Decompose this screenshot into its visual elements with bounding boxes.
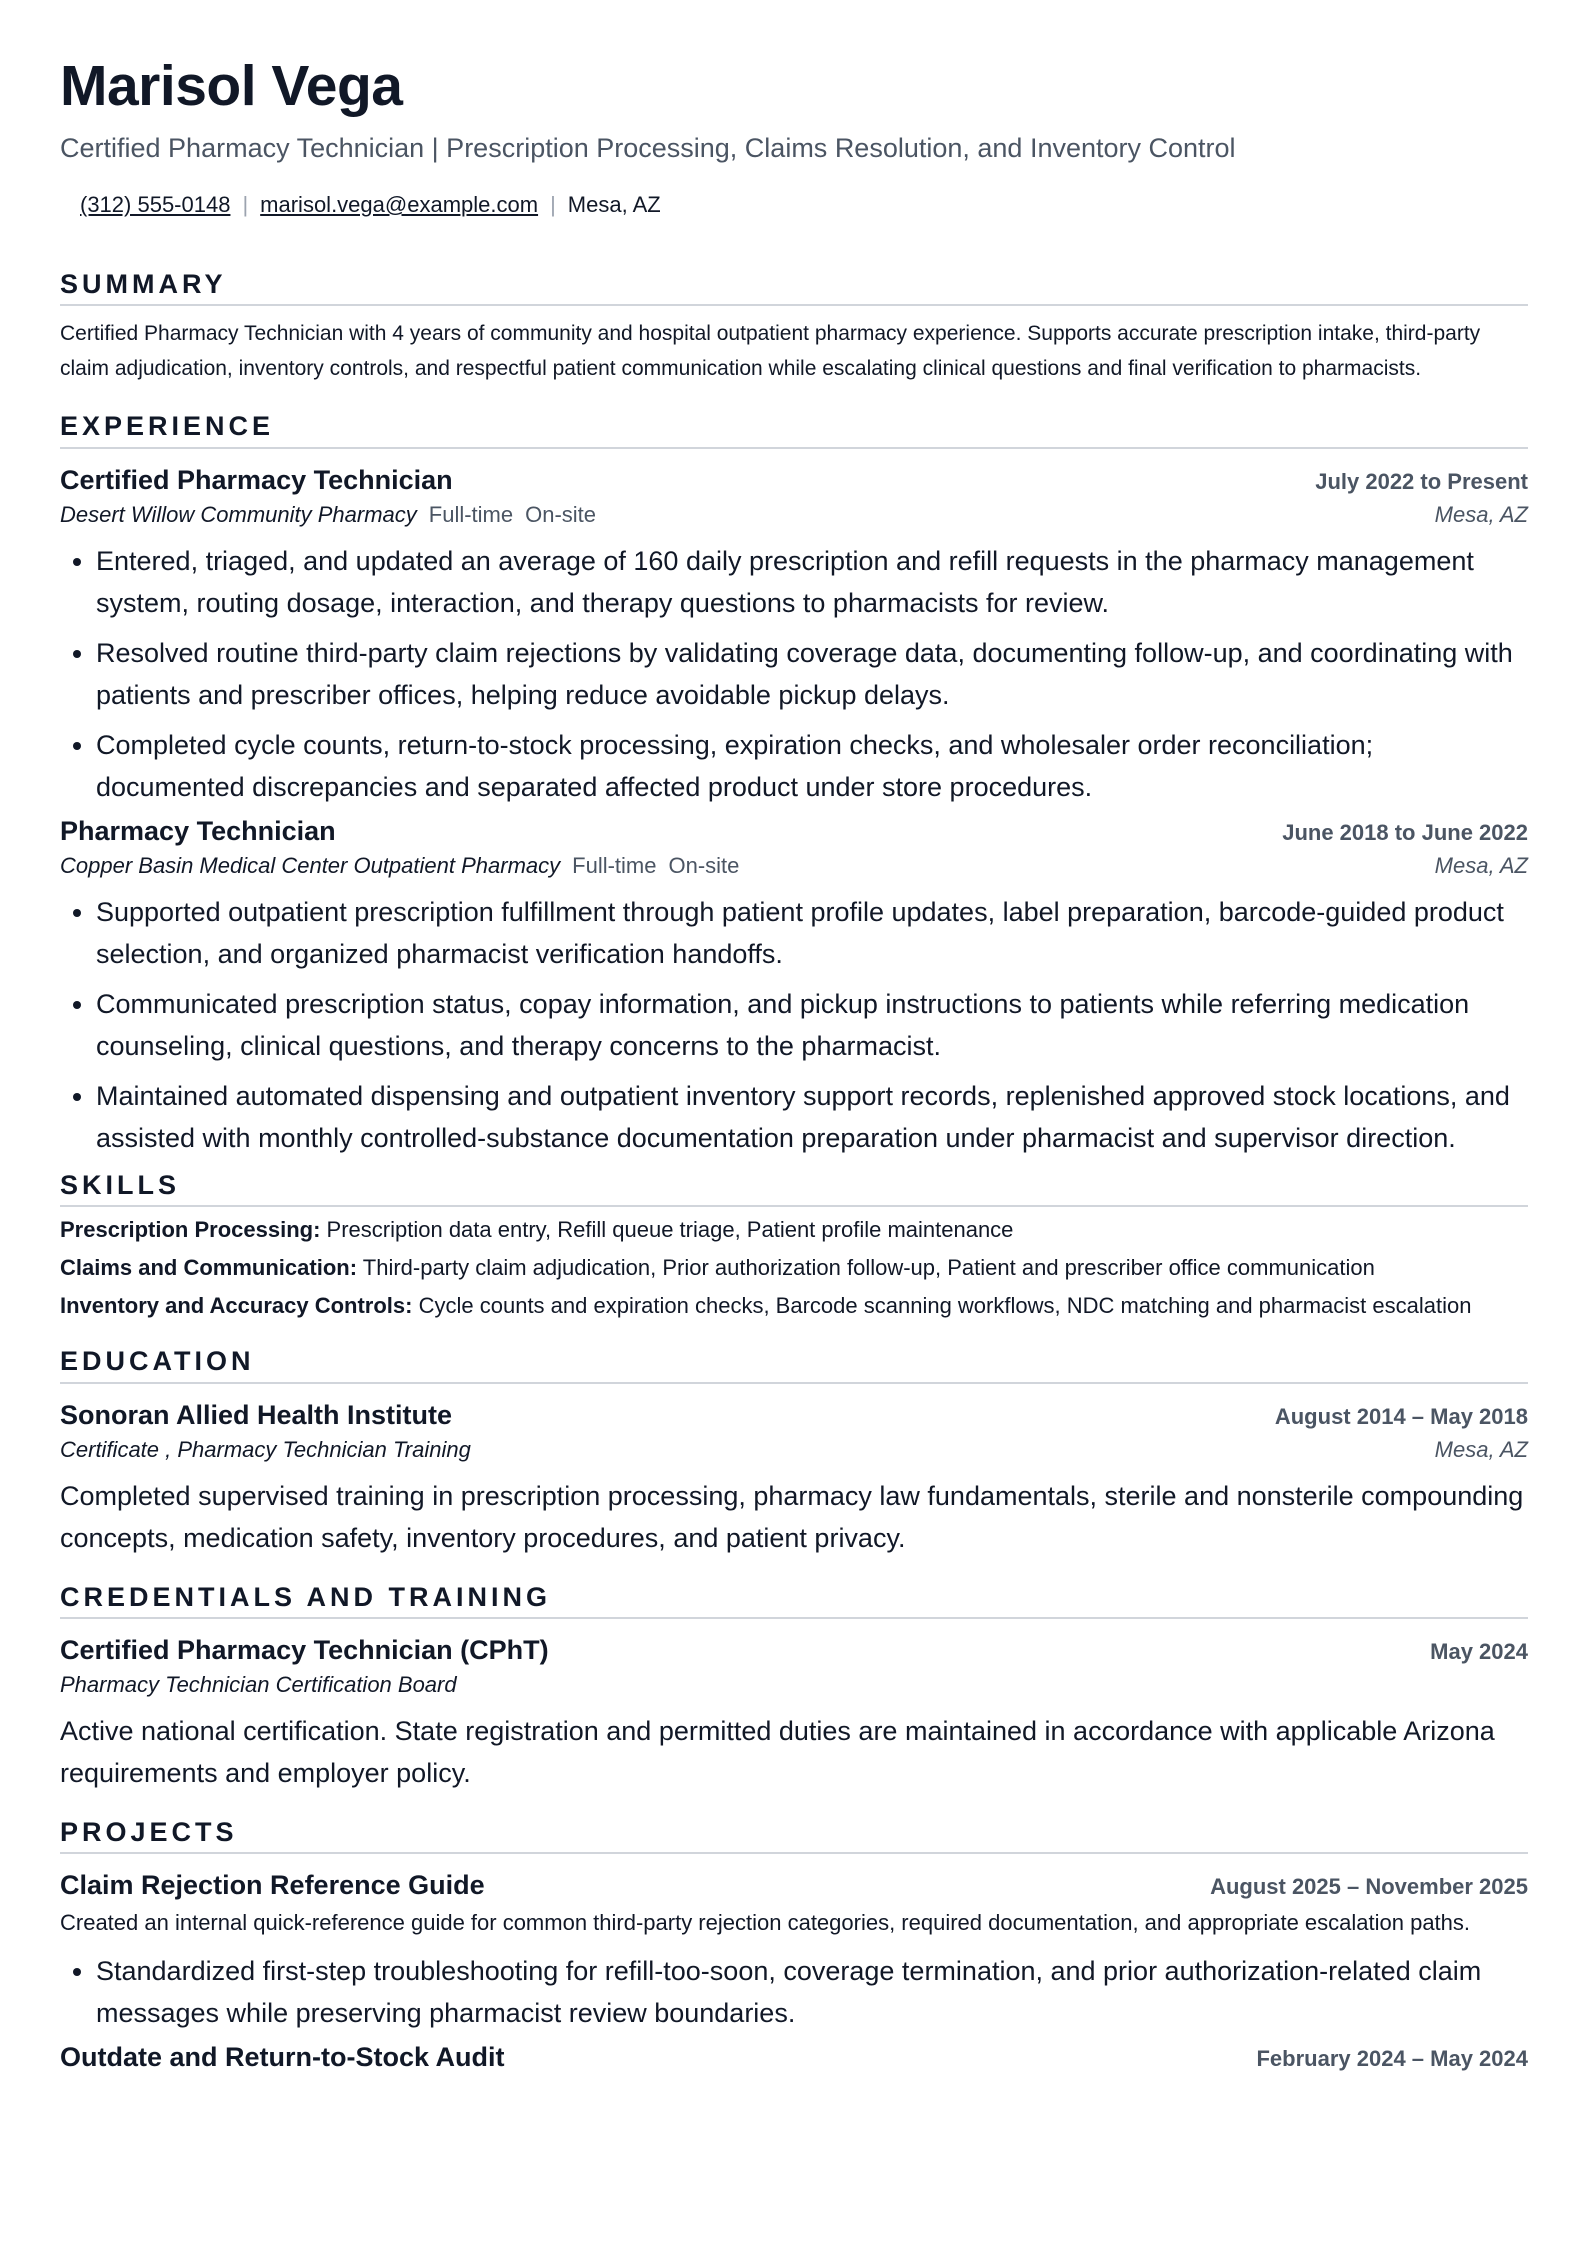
project-entry bbox=[60, 2042, 1528, 2073]
summary-text: Certified Pharmacy Technician with 4 years of community and hospital outpatient pharmacy experience. Supports accurate prescription intake, third-party claim adjudication, inventory controls, and respectful patient communication while escalating clinical questions and final verification to pharmacists. bbox=[60, 322, 1481, 381]
skill-group-items: Third-party claim adjudication, Prior authorization follow-up, Patient and prescriber office communication bbox=[362, 1255, 1375, 1281]
skills-section bbox=[60, 1169, 1528, 1321]
education-section bbox=[60, 1345, 1528, 1558]
contact-line bbox=[80, 192, 1528, 218]
skill-group bbox=[60, 1215, 1528, 1245]
job-date: July 2022 to Present bbox=[1315, 468, 1528, 494]
skill-group-items: Prescription data entry, Refill queue triage, Patient profile maintenance bbox=[326, 1217, 1014, 1243]
job-type: Full-time bbox=[428, 501, 514, 527]
contact-location: Mesa, AZ bbox=[567, 191, 661, 217]
education-entry bbox=[60, 1400, 1528, 1559]
candidate-name: Marisol Vega bbox=[60, 54, 403, 118]
education-date: August 2014 – May 2018 bbox=[1274, 1403, 1528, 1429]
email-link[interactable]: marisol.vega@example.com bbox=[260, 191, 539, 217]
contact-separator: | bbox=[242, 191, 249, 217]
summary-heading: SUMMARY bbox=[60, 268, 1528, 306]
job-bullet: • Maintained automated dispensing and outpatient inventory support records, replenished approved stock locations, and assisted with monthly controlled-substance documentation preparation under pharmacist and supervisor direction. bbox=[96, 1075, 1528, 1159]
education-description: Completed supervised training in prescription processing, pharmacy law fundamentals, sterile and nonsterile compounding concepts, medication safety, inventory procedures, and patient privacy. bbox=[60, 1480, 1524, 1553]
job-type: Full-time bbox=[572, 852, 657, 878]
project-date: February 2024 – May 2024 bbox=[1256, 2046, 1528, 2072]
job-location: Mesa, AZ bbox=[1434, 852, 1528, 878]
contact-separator: | bbox=[550, 191, 556, 217]
job-mode: On-site bbox=[525, 501, 597, 527]
project-name: Outdate and Return-to-Stock Audit bbox=[60, 2042, 505, 2073]
project-bullets bbox=[60, 1950, 1528, 2034]
experience-section bbox=[60, 410, 1528, 1158]
experience-heading: EXPERIENCE bbox=[60, 410, 1528, 448]
education-program: Certificate , Pharmacy Technician Training bbox=[60, 1436, 471, 1462]
projects-heading: PROJECTS bbox=[60, 1816, 1528, 1854]
credential-date: May 2024 bbox=[1430, 1638, 1528, 1664]
project-bullet: • Standardized first-step troubleshooting for refill-too-soon, coverage termination, and prior authorization-related claim messages while preserving pharmacist review boundaries. bbox=[96, 1950, 1528, 2034]
school-name: Sonoran Allied Health Institute bbox=[60, 1399, 453, 1430]
projects-section bbox=[60, 1816, 1528, 2073]
skills-heading: SKILLS bbox=[60, 1169, 1528, 1207]
project-name: Claim Rejection Reference Guide bbox=[60, 1870, 485, 1901]
credentials-section bbox=[60, 1581, 1528, 1794]
job-title: Pharmacy Technician bbox=[60, 815, 336, 846]
job-mode: On-site bbox=[668, 852, 740, 878]
skill-group bbox=[60, 1291, 1528, 1321]
job-employer: Desert Willow Community Pharmacy bbox=[60, 501, 417, 527]
job-date: June 2018 to June 2022 bbox=[1282, 819, 1528, 845]
skill-group-label: Prescription Processing: bbox=[60, 1217, 321, 1243]
job-entry bbox=[60, 465, 1528, 808]
education-heading: EDUCATION bbox=[60, 1345, 1528, 1383]
phone-link[interactable]: (312) 555-0148 bbox=[80, 191, 231, 217]
job-bullet: • Supported outpatient prescription fulfillment through patient profile updates, label preparation, barcode-guided product selection, and organized pharmacist verification handoffs. bbox=[96, 891, 1528, 975]
job-bullets bbox=[60, 891, 1528, 1159]
credentials-heading: CREDENTIALS AND TRAINING bbox=[60, 1581, 1528, 1619]
credential-name: Certified Pharmacy Technician (CPhT) bbox=[60, 1634, 549, 1665]
job-bullets bbox=[60, 540, 1528, 808]
credential-issuer: Pharmacy Technician Certification Board bbox=[60, 1671, 457, 1697]
credential-description: Active national certification. State registration and permitted duties are maintained in accordance with applicable Arizona requirements and employer policy. bbox=[60, 1715, 1495, 1788]
summary-section bbox=[60, 268, 1528, 386]
skill-group-label: Inventory and Accuracy Controls: bbox=[60, 1293, 413, 1319]
job-entry bbox=[60, 816, 1528, 1159]
project-description: Created an internal quick-reference guide for common third-party rejection categories, required documentation, and appropriate escalation paths. bbox=[60, 1910, 1471, 1936]
job-bullet: • Communicated prescription status, copay information, and pickup instructions to patients while referring medication counseling, clinical questions, and therapy concerns to the pharmacist. bbox=[96, 983, 1528, 1067]
job-bullet: • Entered, triaged, and updated an average of 160 daily prescription and refill requests in the pharmacy management system, routing dosage, interaction, and therapy questions to pharmacists for review. bbox=[96, 540, 1528, 624]
candidate-tagline: Certified Pharmacy Technician | Prescription Processing, Claims Resolution, and Inventory Control bbox=[60, 132, 1236, 163]
education-location: Mesa, AZ bbox=[1434, 1436, 1528, 1462]
job-title: Certified Pharmacy Technician bbox=[60, 464, 453, 495]
job-employer: Copper Basin Medical Center Outpatient Pharmacy bbox=[60, 852, 561, 878]
job-bullet: • Completed cycle counts, return-to-stock processing, expiration checks, and wholesaler order reconciliation; documented discrepancies and separated affected product under store procedures. bbox=[96, 724, 1528, 808]
skill-group-items: Cycle counts and expiration checks, Barcode scanning workflows, NDC matching and pharmacist escalation bbox=[418, 1293, 1472, 1319]
project-date: August 2025 – November 2025 bbox=[1210, 1874, 1528, 1900]
credential-entry bbox=[60, 1635, 1528, 1794]
job-bullet: • Resolved routine third-party claim rejections by validating coverage data, documenting follow-up, and coordinating with patients and prescriber offices, helping reduce avoidable pickup delays. bbox=[96, 632, 1528, 716]
skill-group bbox=[60, 1253, 1528, 1283]
project-entry bbox=[60, 1870, 1528, 2034]
job-location: Mesa, AZ bbox=[1434, 501, 1528, 527]
skill-group-label: Claims and Communication: bbox=[60, 1255, 358, 1281]
